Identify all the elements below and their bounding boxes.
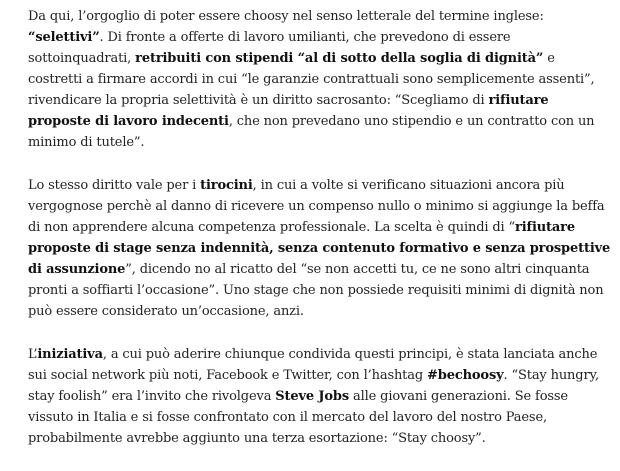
text-segment: e costretti a firmare accordi in cui “le garanzie contrattuali sono semplicemente assenti”, rivendicare la propria selettività è un diritto sacrosanto: “Scegliamo di: [28, 51, 595, 108]
bold-hashtag-bechoosy: #bechoosy: [427, 368, 504, 383]
text-segment: . Di fronte a offerte di lavoro umilianti, che prevedono di essere sottoinquadrati,: [28, 30, 511, 66]
text-segment: L’: [28, 347, 38, 362]
paragraph-iniziativa: [28, 344, 612, 449]
text-segment: . “Stay hungry, stay foolish” era l’invito che rivolgeva: [28, 368, 599, 404]
text-segment: , che non prevedano uno stipendio e un contratto con un minimo di tutele”.: [28, 114, 595, 150]
text-segment: ”, dicendo no al ricatto del “se non accetti tu, ce ne sono altri cinquanta pronti a soffiarti l’occasione”. Uno stage che non possiede requisiti minimi di dignità non può essere considerato un’occasione, anzi.: [28, 262, 604, 319]
bold-tirocini: tirocini: [200, 178, 253, 193]
bold-iniziativa: iniziativa: [37, 347, 103, 362]
article-body: [28, 6, 612, 471]
text-segment: alle giovani generazioni. Se fosse vissuto in Italia e si fosse confrontato con il mercato del lavoro del nostro Paese, probabilmente avrebbe aggiunto una terza esortazione: “Stay choosy”.: [28, 389, 568, 446]
paragraph-choosy: [28, 6, 612, 153]
bold-steve-jobs: Steve Jobs: [275, 389, 350, 404]
bold-selettivi: “selettivi”: [28, 30, 100, 45]
text-segment: Lo stesso diritto vale per i: [28, 178, 201, 193]
bold-rifiutare-proposte-lavoro: rifiutare proposte di lavoro indecenti: [28, 93, 549, 129]
text-segment: Da qui, l’orgoglio di poter essere choosy nel senso letterale del termine inglese:: [28, 9, 544, 24]
text-segment: , in cui a volte si verificano situazioni ancora più vergognose perchè al danno di ricevere un compenso nullo o minimo si aggiunge la beffa di non apprendere alcuna competenza professionale. La scelta è quindi di “: [28, 178, 605, 235]
bold-rifiutare-proposte-stage: rifiutare proposte di stage senza indennità, senza contenuto formativo e senza prospettive di assunzione: [28, 220, 611, 277]
paragraph-tirocini: [28, 175, 612, 322]
bold-retribuiti: retribuiti con stipendi “al di sotto della soglia di dignità”: [135, 51, 544, 66]
text-segment: , a cui può aderire chiunque condivida questi principi, è stata lanciata anche sui social network più noti, Facebook e Twitter, con l’hashtag: [28, 347, 598, 383]
